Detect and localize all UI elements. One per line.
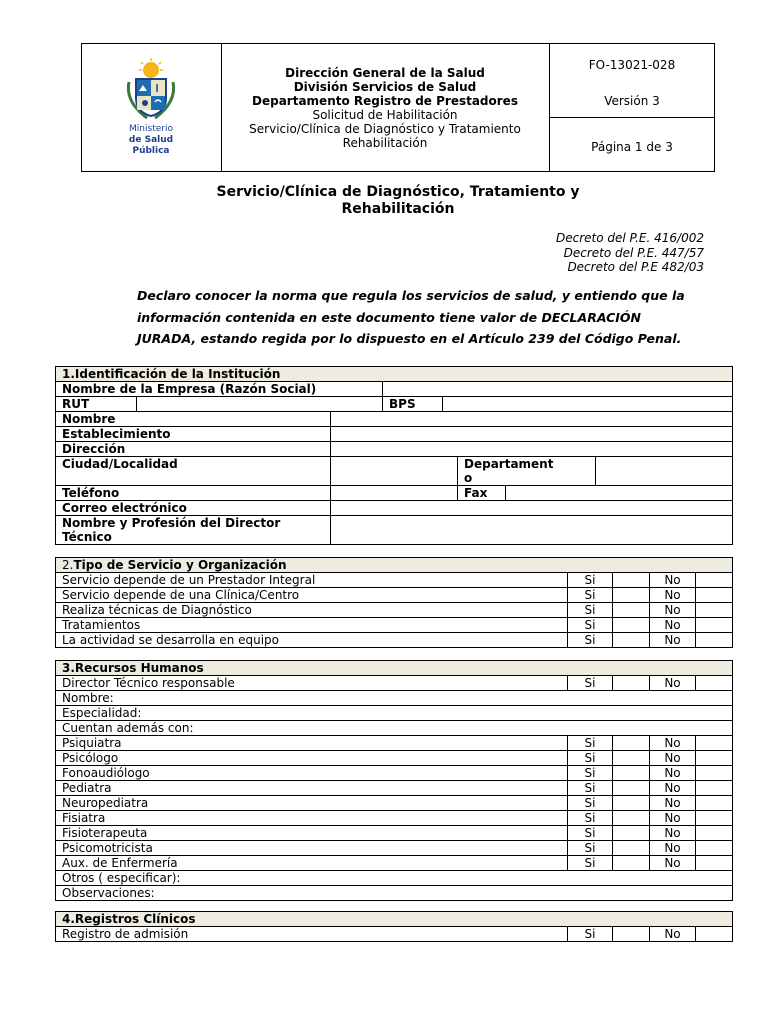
no-checkbox[interactable]: [696, 811, 733, 826]
no-label: No: [650, 841, 696, 856]
row-label: Director Técnico responsable: [56, 676, 568, 691]
row-label: Psicomotricista: [56, 841, 568, 856]
declaration-line: Declaro conocer la norma que regula los servicios de salud, y entiendo que la: [137, 288, 685, 303]
table-row: [56, 766, 733, 781]
decreto-item: Decreto del P.E 482/03: [567, 260, 704, 274]
section-2-title: [56, 558, 733, 573]
si-checkbox[interactable]: [613, 603, 650, 618]
no-checkbox[interactable]: [696, 841, 733, 856]
departamento-label: [458, 457, 596, 486]
table-row: [56, 603, 733, 618]
si-label: Si: [568, 618, 613, 633]
no-label: No: [650, 588, 696, 603]
si-checkbox[interactable]: [613, 781, 650, 796]
no-label: No: [650, 781, 696, 796]
table-row: [56, 796, 733, 811]
title-line: Servicio/Clínica de Diagnóstico, Tratamiento y: [216, 184, 580, 200]
row-label: Fisiatra: [56, 811, 568, 826]
si-label: Si: [568, 856, 613, 871]
header-meta-block: [550, 44, 714, 171]
table-row: [56, 618, 733, 633]
section-registros-clinicos-table: [55, 911, 733, 942]
director-label-line: Nombre y Profesión del Director: [62, 516, 281, 530]
table-row: [56, 736, 733, 751]
departamento-field[interactable]: [596, 457, 733, 486]
logo-cell: [82, 44, 222, 171]
table-row: [56, 676, 733, 691]
no-checkbox[interactable]: [696, 856, 733, 871]
table-row: [56, 573, 733, 588]
si-checkbox[interactable]: [613, 573, 650, 588]
si-checkbox[interactable]: [613, 751, 650, 766]
no-checkbox[interactable]: [696, 796, 733, 811]
si-label: Si: [568, 766, 613, 781]
table-row: [56, 781, 733, 796]
si-label: Si: [568, 796, 613, 811]
fax-field[interactable]: [506, 486, 733, 501]
table-row: [56, 811, 733, 826]
otros-row[interactable]: Otros ( especificar):: [56, 871, 733, 886]
table-row: [56, 633, 733, 648]
no-label: No: [650, 603, 696, 618]
no-label: No: [650, 751, 696, 766]
section-1-title: 1.Identificación de la Institución: [56, 367, 733, 382]
si-checkbox[interactable]: [613, 796, 650, 811]
no-checkbox[interactable]: [696, 826, 733, 841]
cuentan-row: Cuentan además con:: [56, 721, 733, 736]
section-2-number: 2.: [62, 558, 74, 572]
no-label: No: [650, 736, 696, 751]
coat-of-arms-icon: [103, 58, 199, 124]
observaciones-row[interactable]: Observaciones:: [56, 886, 733, 901]
no-checkbox[interactable]: [696, 781, 733, 796]
table-row: [56, 927, 733, 942]
section-recursos-humanos-table: [55, 660, 733, 901]
section-3-title: 3.Recursos Humanos: [56, 661, 733, 676]
decreto-item: Decreto del P.E. 416/002: [555, 231, 704, 245]
row-label: Pediatra: [56, 781, 568, 796]
table-row: [56, 856, 733, 871]
row-label: La actividad se desarrolla en equipo: [56, 633, 568, 648]
si-label: Si: [568, 633, 613, 648]
logo-line-ministerio: Ministerio: [129, 124, 173, 134]
sworn-declaration: [137, 285, 717, 350]
row-label: Servicio depende de un Prestador Integral: [56, 573, 568, 588]
bps-label: BPS: [383, 397, 443, 412]
row-label: Aux. de Enfermería: [56, 856, 568, 871]
si-label: Si: [568, 676, 613, 691]
no-checkbox[interactable]: [696, 676, 733, 691]
si-checkbox[interactable]: [613, 633, 650, 648]
si-checkbox[interactable]: [613, 588, 650, 603]
row-label: Psicólogo: [56, 751, 568, 766]
no-label: No: [650, 856, 696, 871]
org-line: Servicio/Clínica de Diagnóstico y Tratamiento: [249, 122, 521, 136]
form-version: Versión 3: [604, 94, 660, 108]
si-checkbox[interactable]: [613, 826, 650, 841]
establecimiento-label: Establecimiento: [56, 427, 331, 442]
no-label: No: [650, 796, 696, 811]
empresa-label: Nombre de la Empresa (Razón Social): [56, 382, 383, 397]
empresa-field[interactable]: [383, 382, 733, 397]
ciudad-label: Ciudad/Localidad: [56, 457, 331, 486]
director-label: [56, 516, 331, 545]
si-label: Si: [568, 811, 613, 826]
table-row: [56, 588, 733, 603]
section-tipo-servicio-table: [55, 557, 733, 648]
fax-label: Fax: [458, 486, 506, 501]
declaration-line: JURADA, estando regida por lo dispuesto en el Artículo 239 del Código Penal.: [137, 331, 682, 346]
row-label: Fisioterapeuta: [56, 826, 568, 841]
org-line: Dirección General de la Salud: [285, 66, 485, 80]
form-header: [81, 43, 715, 172]
si-checkbox[interactable]: [613, 841, 650, 856]
no-checkbox[interactable]: [696, 766, 733, 781]
no-label: No: [650, 826, 696, 841]
page-title: [150, 184, 646, 218]
table-row: [56, 841, 733, 856]
nombre-label: Nombre: [56, 412, 331, 427]
si-label: Si: [568, 603, 613, 618]
si-label: Si: [568, 588, 613, 603]
si-checkbox[interactable]: [613, 618, 650, 633]
establecimiento-field[interactable]: [331, 427, 733, 442]
si-checkbox[interactable]: [613, 811, 650, 826]
especialidad-row[interactable]: Especialidad:: [56, 706, 733, 721]
rut-field[interactable]: [137, 397, 383, 412]
telefono-field[interactable]: [331, 486, 458, 501]
section-identificacion-table: [55, 366, 733, 545]
row-label: Psiquiatra: [56, 736, 568, 751]
form-code: FO-13021-028: [588, 58, 676, 72]
org-line: División Servicios de Salud: [293, 80, 477, 94]
si-label: Si: [568, 826, 613, 841]
si-checkbox[interactable]: [613, 927, 650, 942]
row-label: Neuropediatra: [56, 796, 568, 811]
si-label: Si: [568, 736, 613, 751]
si-checkbox[interactable]: [613, 856, 650, 871]
correo-field[interactable]: [331, 501, 733, 516]
no-checkbox[interactable]: [696, 633, 733, 648]
row-label: Servicio depende de una Clínica/Centro: [56, 588, 568, 603]
no-label: No: [650, 618, 696, 633]
header-meta-top: [550, 44, 714, 118]
no-checkbox[interactable]: [696, 927, 733, 942]
page-indicator: Página 1 de 3: [591, 140, 673, 154]
no-label: No: [650, 633, 696, 648]
row-label: Registro de admisión: [56, 927, 568, 942]
no-checkbox[interactable]: [696, 736, 733, 751]
direccion-field[interactable]: [331, 442, 733, 457]
si-label: Si: [568, 927, 613, 942]
declaration-line: información contenida en este documento tiene valor de DECLARACIÓN: [137, 309, 642, 325]
section-4-title: 4.Registros Clínicos: [56, 912, 733, 927]
logo-line-salud: de Salud: [128, 135, 174, 145]
section-2-title-text: Tipo de Servicio y Organización: [73, 558, 287, 572]
header-org-block: [221, 44, 550, 171]
decreto-item: Decreto del P.E. 447/57: [563, 245, 704, 260]
org-line: Departamento Registro de Prestadores: [252, 94, 518, 108]
si-label: Si: [568, 841, 613, 856]
ciudad-field[interactable]: [331, 457, 458, 486]
no-label: No: [650, 573, 696, 588]
telefono-label: Teléfono: [56, 486, 331, 501]
row-label: Tratamientos: [56, 618, 568, 633]
bps-field[interactable]: [443, 397, 733, 412]
table-row: [56, 826, 733, 841]
no-label: No: [650, 811, 696, 826]
rut-label: RUT: [56, 397, 137, 412]
correo-label: Correo electrónico: [56, 501, 331, 516]
director-label-line: Técnico: [62, 530, 112, 544]
si-checkbox[interactable]: [613, 676, 650, 691]
si-checkbox[interactable]: [613, 736, 650, 751]
nombre-row[interactable]: Nombre:: [56, 691, 733, 706]
si-checkbox[interactable]: [613, 766, 650, 781]
direccion-label: Dirección: [56, 442, 331, 457]
logo-text: [103, 124, 199, 157]
nombre-field[interactable]: [331, 412, 733, 427]
no-checkbox[interactable]: [696, 588, 733, 603]
no-checkbox[interactable]: [696, 603, 733, 618]
no-checkbox[interactable]: [696, 573, 733, 588]
no-checkbox[interactable]: [696, 618, 733, 633]
ministry-logo: [103, 58, 199, 160]
org-line: Solicitud de Habilitación: [312, 108, 458, 122]
title-line: Rehabilitación: [341, 201, 455, 217]
no-label: No: [650, 676, 696, 691]
si-label: Si: [568, 573, 613, 588]
row-label: Realiza técnicas de Diagnóstico: [56, 603, 568, 618]
no-label: No: [650, 927, 696, 942]
table-row: [56, 751, 733, 766]
logo-line-publica: Pública: [132, 146, 170, 156]
departamento-label-line: o: [464, 471, 473, 485]
decretos-list: [556, 231, 704, 275]
row-label: Fonoaudiólogo: [56, 766, 568, 781]
departamento-label-line: Departament: [464, 457, 554, 471]
director-field[interactable]: [331, 516, 733, 545]
org-line: Rehabilitación: [342, 136, 428, 150]
si-label: Si: [568, 781, 613, 796]
si-label: Si: [568, 751, 613, 766]
no-checkbox[interactable]: [696, 751, 733, 766]
no-label: No: [650, 766, 696, 781]
